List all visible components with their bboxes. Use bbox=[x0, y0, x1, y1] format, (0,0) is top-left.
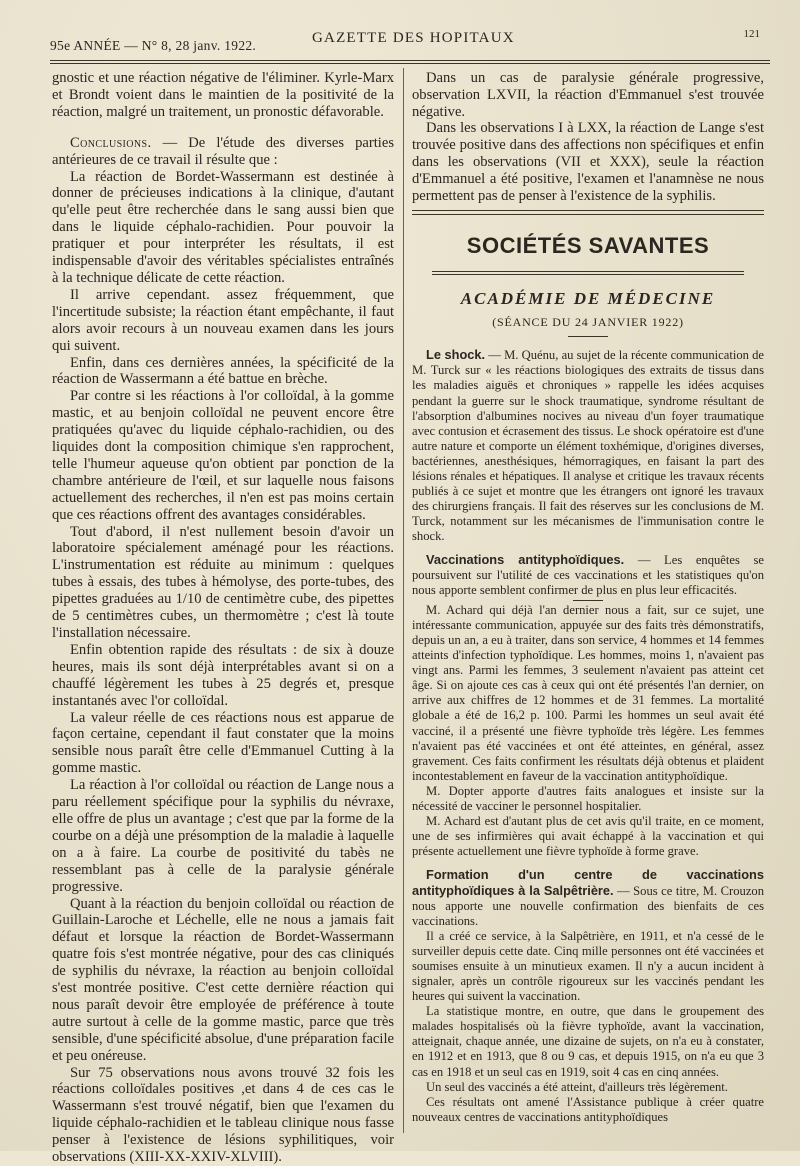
session-date: (SÉANCE DU 24 JANVIER 1922) bbox=[492, 315, 684, 330]
title-rule bbox=[432, 271, 744, 272]
mini-divider bbox=[573, 600, 603, 601]
vaccination-paragraph bbox=[412, 552, 764, 598]
paragraph: Sur 75 observations nous avons trouvé 32 fois les réactions colloïdales positives ,et dans 4 de ces cas le Wassermann s'est trouvé négatif, bien que l'examen du liquide céphalo-rachidien et le tableau clinique nous fasse penser à l'existence de lésions syphilitiques, voir observations (XIII-XX-XXIV-XLVIII). bbox=[52, 1064, 394, 1166]
section-rule bbox=[412, 214, 764, 215]
vaccination-heading: Vaccinations antityphoïdiques. bbox=[426, 551, 625, 567]
conclusions-label: Conclusions. bbox=[70, 134, 152, 151]
shock-paragraph bbox=[412, 347, 764, 544]
shock-text: — M. Quénu, au sujet de la récente communication de M. Turck sur « les réactions biologiques des extraits de tissus dans les maladies aiguës et chroniques » rappelle les idées acquises pendant la guerre sur le shock traumatique, syndrome résultant de l'absorption d'albumines nocives au niveau d'un foyer traumatique avec contusion et écrasement des tissus. Le shock opératoire est d'une autre nature et comporte un élément toxhémique, d'origines diverses, bactériennes, anesthésiques, hémorragiques, en faisant la part des lésions rénales et hépatiques. Il analyse et critique les travaux récents publiés à ce sujet et montre que les étrangers ont ignoré les travaux des chirurgiens français. Il fait des réserves sur les conclusions de M. Turck, notamment sur les mécanismes de l'immunisation contre le shock. bbox=[412, 348, 765, 543]
paragraph: Dans les observations I à LXX, la réaction de Lange s'est trouvée positive dans des affections non spécifiques et enfin dans les observations (VII et XXX), seule la réaction d'Emmanuel a été positive, l'examen et l'anamnèse ne nous permettent pas de penser à l'existence de la syphilis. bbox=[412, 120, 764, 204]
paragraph: Quant à la réaction du benjoin colloïdal ou réaction de Guillain-Laroche et Léchelle, elle ne nous a jamais fait défaut et lorsque la réaction de Bordet-Wassermann quatre fois s'est montrée négative, pour des cas cliniqués de syphilis du névraxe, la réaction au benjoin colloïdal s'est montrée positive. C'est cette dernière réaction qui nous paraît devoir être employée de préférence à toute autre surtout à celle de la gomme mastic, parce que très sensible, d'une spécificité absolue, d'une préparation facile et peu onéreuse. bbox=[52, 895, 394, 1064]
column-divider bbox=[403, 68, 404, 1133]
issue-info: 95e ANNÉE — N° 8, 28 janv. 1922. bbox=[50, 38, 257, 53]
formation-heading: Formation d'un centre de vaccinations antityphoïdiques à la Salpêtrière. bbox=[412, 866, 764, 898]
paragraph: Enfin, dans ces dernières années, la spécificité de la réaction de Wassermann a été battue en brèche. bbox=[52, 354, 394, 388]
shock-heading: Le shock. bbox=[426, 347, 486, 363]
paragraph: Il a créé ce service, à la Salpêtrière, en 1911, et n'a cessé de le surveiller depuis cette date. Cinq mille personnes ont été vaccinées et soumises ensuite à un minutieux examen. Il n'y a aucun incident à signaler, après un contrôle rigoureux sur les vaccinés pendant les heures qui suivent la vaccination. bbox=[412, 929, 764, 1004]
right-column bbox=[412, 70, 764, 1125]
paragraph: Par contre si les réactions à l'or colloïdal, à la gomme mastic, et au benjoin colloïdal ne peuvent encore être pratiquées qu'avec du liquide céphalo-rachidien, ou des liquides dont la composition chimique s'en rapprochent, telle l'humeur aqueuse qu'on obtient par ponction de la chambre antérieure de l'œil, et sur laquelle nous faisons actuellement des recherches, il n'en est pas moins certain que ces réactions offrent des avantages considérables. bbox=[52, 388, 394, 523]
formation-paragraph bbox=[412, 867, 764, 929]
paragraph: gnostic et une réaction négative de l'éliminer. Kyrle-Marx et Brondt voient dans le maintien de la positivité de la réaction, malgré un traitement, un pronostic défavorable. bbox=[52, 70, 394, 120]
paragraph: La réaction de Bordet-Wassermann est destinée à donner de précieuses indications à la clinique, d'autant qu'elle peut être recherchée dans le sang aussi bien que dans le liquide céphalo-rachidien. Pour pouvoir la pratiquer et pour interpréter les résultats, il est indispensable d'avoir des véritables spécialistes entraînés à la technique délicate de cette réaction. bbox=[52, 168, 394, 286]
page-header bbox=[50, 28, 760, 60]
conclusions-text: — De l'étude des diverses parties antérieures de ce travail il résulte que : bbox=[52, 134, 394, 168]
short-divider bbox=[568, 336, 608, 337]
paragraph: Ces résultats ont amené l'Assistance publique à créer quatre nouveaux centres de vaccinations antityphoïdiques bbox=[412, 1094, 764, 1124]
academy-body bbox=[412, 347, 764, 1124]
paragraph: La réaction à l'or colloïdal ou réaction de Lange nous a paru réellement spécifique pour la syphilis du névraxe, elle offre de plus un avantage ; c'est que par la forme de la courbe on a déjà une présomption de la maladie à laquelle on a à faire. La courbe de positivité du tabès ne ressemblant pas à celle de la paralysie générale progressive. bbox=[52, 777, 394, 895]
page-number: 121 bbox=[743, 28, 760, 40]
paragraph: M. Achard est d'autant plus de cet avis qu'il traite, en ce moment, une de ses infirmières qui avait échappé à la vaccination et qui présente actuellement une fièvre typhoïde à forme grave. bbox=[412, 813, 764, 858]
formation-text: — Sous ce titre, M. Crouzon nous apporte une nouvelle confirmation des bienfaits de ces vaccinations. bbox=[412, 883, 764, 929]
journal-title: GAZETTE DES HOPITAUX bbox=[312, 30, 515, 46]
header-rule bbox=[50, 60, 770, 61]
left-column bbox=[52, 70, 394, 1166]
paragraph: Un seul des vaccinés a été atteint, d'ailleurs très légèrement. bbox=[426, 1079, 728, 1094]
paragraph: Il arrive cependant. assez fréquemment, que l'incertitude subsiste; la réaction étant empêchante, il faut alors avoir recours à un nouveau examen dans les jours qui suivent. bbox=[52, 286, 394, 354]
section-title: SOCIÉTÉS SAVANTES bbox=[466, 233, 710, 259]
paragraph: La valeur réelle de ces réactions nous est apparue de façon certaine, cependant il faut constater que la moins sensible nous paraît être celle d'Emmanuel Cutting à la gomme mastic. bbox=[52, 709, 394, 777]
paragraph: M. Dopter apporte d'autres faits analogues et insiste sur la nécessité de vacciner le personnel hospitalier. bbox=[412, 783, 764, 813]
vaccination-text: — Les enquêtes se poursuivent sur l'utilité de ces vaccinations et les statistiques qu'on nous apporte semblent confirmer de plus en plus leur efficacités. bbox=[412, 552, 764, 598]
paragraph: La statistique montre, en outre, que dans le groupement des malades hospitalisés où la fièvre typhoïde, avant la vaccination, atteignait, chaque année, une dizaine de sujets, on n'a eu à constater, en 1912 et en 1913, que 8 ou 9 cas, et depuis 1915, on n'a eu que 3 cas en 1918 et un seul cas en 1919, soit 4 cas en cinq années. bbox=[412, 1004, 764, 1079]
title-rule bbox=[432, 274, 744, 275]
paragraph: Tout d'abord, il n'est nullement besoin d'avoir un laboratoire spécialement aménagé pour les réactions. L'instrumentation est réduite au minimum : quelques tubes à essais, des tubes à hémolyse, des porte-tubes, des pipettes graduées au 1/10 de centimètre cube, des pipettes de 5 centimètres cubes, un thermomètre ; c'est là toute l'installation nécessaire. bbox=[52, 523, 394, 641]
header-rule-lower bbox=[50, 63, 770, 64]
paragraph: M. Achard qui déjà l'an dernier nous a fait, sur ce sujet, une intéressante communication, appuyée sur des faits très démonstratifs, depuis un an, a eu à traiter, dans son service, 4 hommes et 14 femmes atteints d'infection typhoïdique. Les hommes, moins 1, n'avaient pas vingt ans. Parmi les femmes, 3 seulement n'avaient pas atteint cet âge. Si on ajoute ces cas à ceux qui ont été présentés l'an dernier, on arrive aux chiffres de 12 hommes et de 31 femmes. La mortalité globale a été de 16,2 p. 100. Parmi les hommes un seul avait été vacciné, il a présenté une fièvre typhoïde très légère. Les femmes n'avaient pas été vaccinées et ont été atteintes, en général, assez gravement. Ces faits confirment les résultats déjà obtenus et plaident incontestablement en faveur de la vaccination antityphoïdique. bbox=[412, 603, 764, 783]
paragraph: Dans un cas de paralysie générale progressive, observation LXVII, la réaction d'Emmanuel s'est trouvée négative. bbox=[412, 70, 764, 120]
section-rule bbox=[412, 210, 764, 211]
conclusions-paragraph bbox=[52, 135, 394, 169]
paragraph: Enfin obtention rapide des résultats : de six à douze heures, mais ils sont déjà interprétables avant si on a chauffé légèrement les tubes à 25 degrés et, presque instantanés avec l'or colloïdal. bbox=[52, 641, 394, 709]
intro-text bbox=[412, 70, 764, 204]
academy-heading: ACADÉMIE DE MÉDECINE bbox=[460, 289, 716, 309]
